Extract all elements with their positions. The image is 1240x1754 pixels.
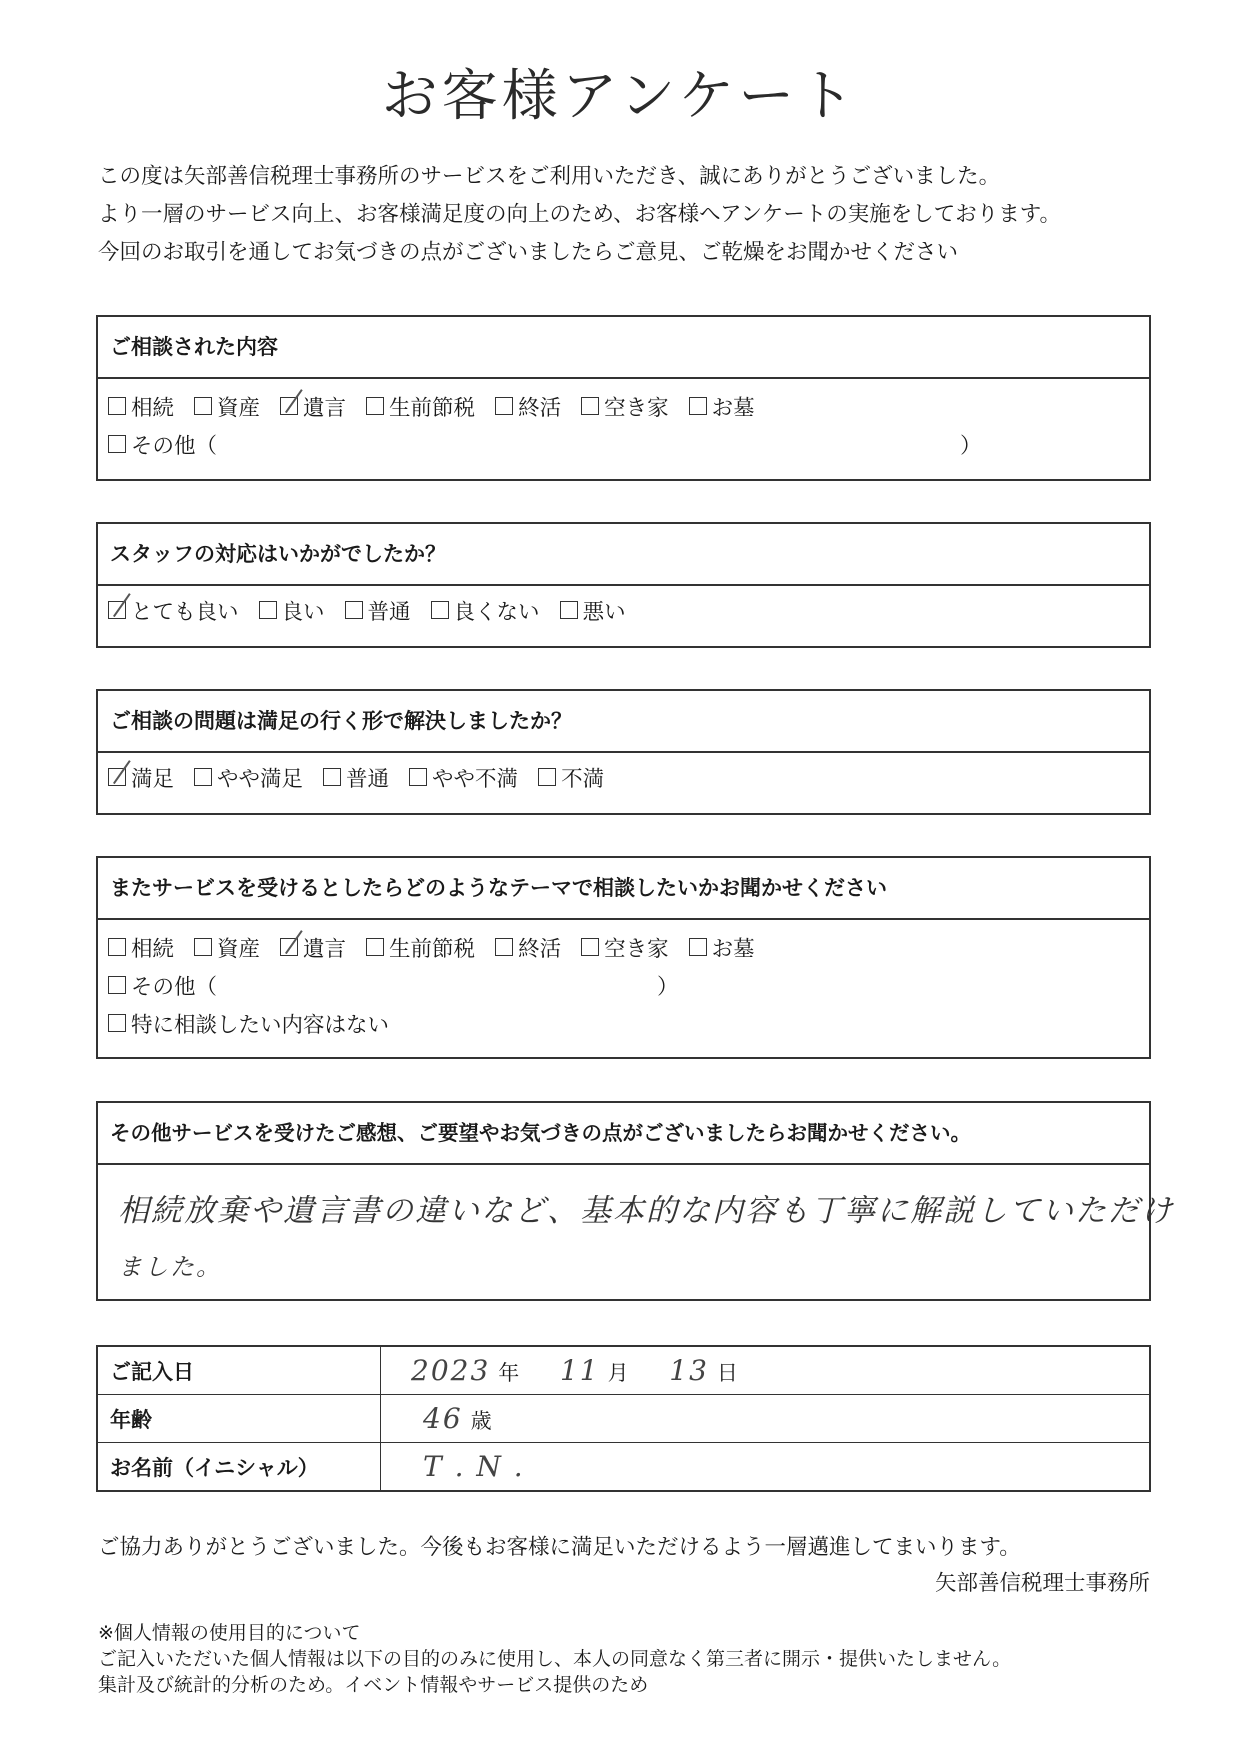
q2-option[interactable] <box>259 595 325 626</box>
name-cell[interactable] <box>381 1443 1151 1492</box>
option-label: 資産 <box>217 395 261 421</box>
q4-none-option[interactable] <box>108 1008 389 1039</box>
option-label: 生前節税 <box>389 936 476 962</box>
q5-section <box>96 1101 1174 1301</box>
option-label: 良い <box>281 599 325 625</box>
date-label: ご記入日 <box>97 1346 381 1395</box>
checkbox[interactable] <box>108 976 126 994</box>
comment-line: ました。 <box>118 1253 222 1281</box>
checkbox-checked[interactable] <box>280 938 298 956</box>
checkbox[interactable] <box>560 601 578 619</box>
option-label: 生前節税 <box>389 395 476 421</box>
option-label: 満足 <box>131 766 175 792</box>
q3-option[interactable] <box>409 762 518 793</box>
intro-text <box>98 158 1158 272</box>
handwritten-comment <box>98 1165 1174 1295</box>
q3-option[interactable] <box>538 762 604 793</box>
q1-option[interactable] <box>280 391 346 422</box>
option-label: やや満足 <box>217 766 304 792</box>
q4-other-option[interactable] <box>108 970 217 1001</box>
q3-option[interactable] <box>108 762 174 793</box>
option-label: 特に相談したい内容はない <box>131 1012 390 1038</box>
table-row <box>97 1443 1150 1492</box>
q4-other-row <box>108 966 1149 1004</box>
q3-heading: ご相談の問題は満足の行く形で解決しましたか？ <box>98 691 1149 753</box>
other-close-paren: ） <box>657 974 679 1000</box>
checkbox[interactable] <box>194 938 212 956</box>
other-close-paren: ） <box>960 433 982 459</box>
option-label: お墓 <box>711 395 755 421</box>
age-unit: 歳 <box>470 1409 492 1433</box>
name-value: T . N . <box>423 1450 525 1483</box>
checkbox[interactable] <box>108 397 126 415</box>
checkbox[interactable] <box>689 397 707 415</box>
checkbox[interactable] <box>366 397 384 415</box>
privacy-notes <box>98 1620 1011 1698</box>
option-label: 資産 <box>217 936 261 962</box>
thanks-message: ご協力ありがとうございました。今後もお客様に満足いただけるよう一層邁進してまいります。 <box>98 1535 1021 1560</box>
q2-options-row <box>108 591 1149 629</box>
q1-other-option[interactable] <box>108 429 217 460</box>
q2-option[interactable] <box>108 595 239 626</box>
checkbox[interactable] <box>495 397 513 415</box>
checkbox-checked[interactable] <box>108 768 126 786</box>
age-label: 年齢 <box>97 1395 381 1443</box>
option-label: 良くない <box>453 599 540 625</box>
q4-none-row <box>108 1004 1149 1042</box>
month-unit: 月 <box>607 1361 629 1385</box>
table-row <box>97 1346 1150 1395</box>
q4-option[interactable] <box>280 932 346 963</box>
q2-option[interactable] <box>345 595 411 626</box>
month-value: 11 <box>559 1354 600 1387</box>
q1-option[interactable] <box>366 391 475 422</box>
check-mark-icon <box>113 760 131 784</box>
checkbox[interactable] <box>194 397 212 415</box>
option-label: 普通 <box>346 766 390 792</box>
option-label: やや不満 <box>432 766 519 792</box>
q5-heading: その他サービスを受けたご感想、ご要望やお気づきの点がございましたらお聞かせください。 <box>98 1103 1149 1165</box>
checkbox[interactable] <box>409 768 427 786</box>
respondent-info-table <box>96 1345 1151 1492</box>
page-title: お客様アンケート <box>381 64 859 129</box>
q1-option[interactable] <box>194 391 260 422</box>
checkbox[interactable] <box>431 601 449 619</box>
checkbox[interactable] <box>345 601 363 619</box>
checkbox-checked[interactable] <box>108 601 126 619</box>
q4-option[interactable] <box>194 932 260 963</box>
check-mark-icon <box>285 930 303 954</box>
option-label: お墓 <box>711 936 755 962</box>
q1-option[interactable] <box>581 391 669 422</box>
q3-options-row <box>108 758 1149 796</box>
option-label: 不満 <box>561 766 605 792</box>
q4-option[interactable] <box>495 932 561 963</box>
option-label: 普通 <box>367 599 411 625</box>
option-label: 相続 <box>131 936 175 962</box>
privacy-title: ※個人情報の使用目的について <box>98 1622 361 1644</box>
q4-section <box>96 856 1151 1059</box>
q4-option[interactable] <box>581 932 669 963</box>
checkbox[interactable] <box>581 938 599 956</box>
year-unit: 年 <box>498 1361 520 1385</box>
checkbox[interactable] <box>538 768 556 786</box>
q1-option[interactable] <box>108 391 174 422</box>
table-row <box>97 1395 1150 1443</box>
check-mark-icon <box>285 389 303 413</box>
checkbox[interactable] <box>108 435 126 453</box>
checkbox[interactable] <box>108 938 126 956</box>
q3-section <box>96 689 1151 815</box>
checkbox[interactable] <box>495 938 513 956</box>
day-value: 13 <box>669 1354 709 1387</box>
checkbox[interactable] <box>323 768 341 786</box>
q2-option[interactable] <box>560 595 626 626</box>
option-label: 相続 <box>131 395 175 421</box>
checkbox[interactable] <box>259 601 277 619</box>
checkbox-checked[interactable] <box>280 397 298 415</box>
q4-option[interactable] <box>108 932 174 963</box>
q1-heading: ご相談された内容 <box>98 317 1149 379</box>
age-cell[interactable] <box>381 1395 1151 1443</box>
age-value: 46 <box>423 1402 463 1435</box>
q3-option[interactable] <box>323 762 389 793</box>
q3-option[interactable] <box>194 762 303 793</box>
option-label: 空き家 <box>604 395 669 421</box>
day-unit: 日 <box>716 1361 738 1385</box>
office-name: 矢部善信税理士事務所 <box>934 1571 1150 1596</box>
q4-options-row <box>108 928 1149 966</box>
q1-other-row <box>108 425 1149 463</box>
option-label: 遺言 <box>303 936 347 962</box>
comment-line: 相続放棄や遺言書の違いなど、基本的な内容も丁寧に解説していただけ <box>118 1193 1174 1229</box>
option-label: 終活 <box>518 395 562 421</box>
q4-option[interactable] <box>366 932 475 963</box>
q1-section <box>96 315 1151 481</box>
privacy-line: 集計及び統計的分析のため。イベント情報やサービス提供のため <box>98 1674 649 1696</box>
checkbox[interactable] <box>366 938 384 956</box>
other-label: その他（ <box>131 433 218 459</box>
year-value: 2023 <box>411 1354 491 1387</box>
option-label: 空き家 <box>604 936 669 962</box>
name-label: お名前（イニシャル） <box>97 1443 381 1492</box>
q1-options-row <box>108 387 1149 425</box>
option-label: 遺言 <box>303 395 347 421</box>
option-label: 終活 <box>518 936 562 962</box>
intro-line: この度は矢部善信税理士事務所のサービスをご利用いただき、誠にありがとうございました。 <box>98 164 1001 189</box>
check-mark-icon <box>113 593 131 617</box>
checkbox[interactable] <box>194 768 212 786</box>
date-value[interactable] <box>381 1346 1151 1395</box>
q4-option[interactable] <box>689 932 755 963</box>
other-label: その他（ <box>131 974 218 1000</box>
option-label: とても良い <box>131 599 239 625</box>
checkbox[interactable] <box>108 1014 126 1032</box>
q2-option[interactable] <box>431 595 540 626</box>
option-label: 悪い <box>582 599 626 625</box>
q1-option[interactable] <box>689 391 755 422</box>
privacy-line: ご記入いただいた個人情報は以下の目的のみに使用し、本人の同意なく第三者に開示・提供いたしません。 <box>98 1648 1012 1670</box>
q2-heading: スタッフの対応はいかがでしたか？ <box>98 524 1149 586</box>
q4-heading: またサービスを受けるとしたらどのようなテーマで相談したいかお聞かせください <box>98 858 1149 920</box>
q2-section <box>96 522 1151 648</box>
checkbox[interactable] <box>581 397 599 415</box>
intro-line: 今回のお取引を通してお気づきの点がございましたらご意見、ご乾燥をお聞かせください <box>98 240 959 265</box>
q1-option[interactable] <box>495 391 561 422</box>
checkbox[interactable] <box>689 938 707 956</box>
intro-line: より一層のサービス向上、お客様満足度の向上のため、お客様へアンケートの実施をしております。 <box>98 202 1061 227</box>
